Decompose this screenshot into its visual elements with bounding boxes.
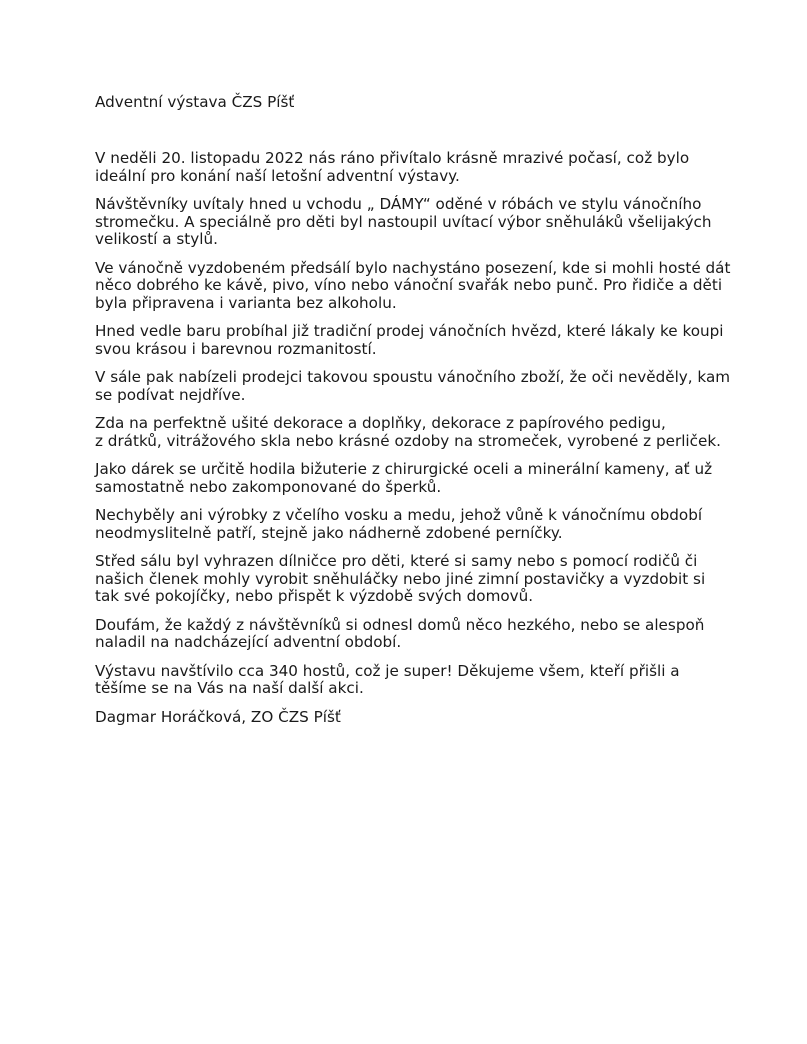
paragraph-1: V neděli 20. listopadu 2022 nás ráno přivítalo krásně mrazivé počasí, což bylo ideální pro konání naší letošní adventní výstavy. <box>95 149 690 185</box>
document-title: Adventní výstava ČZS Píšť <box>95 93 295 111</box>
paragraph-9: Střed sálu byl vyhrazen dílničce pro děti, které si samy nebo s pomocí rodičů či našich členek mohly vyrobit sněhuláčky nebo jiné zimní postavičky a vyzdobit si tak své pokojíčky, nebo přispět k výzdobě svých domovů. <box>95 552 706 605</box>
paragraph-4: Hned vedle baru probíhal již tradiční prodej vánočních hvězd, které lákaly ke koupi svou krásou i barevnou rozmanitostí. <box>95 322 724 358</box>
paragraph-11: Výstavu navštívilo cca 340 hostů, což je super! Děkujeme všem, kteří přišli a těšíme se na Vás na naší další akci. <box>95 661 680 697</box>
paragraph-5: V sále pak nabízeli prodejci takovou spoustu vánočního zboží, že oči nevěděly, kam se podívat nejdříve. <box>95 368 731 404</box>
paragraph-6: Zda na perfektně ušité dekorace a doplňky, dekorace z papírového pedigu, z drátků, vitrážového skla nebo krásné ozdoby na stromeček, vyrobené z perliček. <box>95 414 721 450</box>
signature: Dagmar Horáčková, ZO ČZS Píšť <box>95 707 341 726</box>
paragraph-2: Návštěvníky uvítaly hned u vchodu „ DÁMY“ oděné v róbách ve stylu vánočního stromečku. A speciálně pro děti byl nastoupil uvítací výbor sněhuláků všelijakých velikostí a stylů. <box>95 195 712 248</box>
paragraph-10: Doufám, že každý z návštěvníků si odnesl domů něco hezkého, nebo se alespoň naladil na nadcházející adventní období. <box>95 615 705 651</box>
document-page <box>95 92 735 726</box>
paragraph-7: Jako dárek se určitě hodila bižuterie z chirurgické oceli a minerální kameny, ať už samostatně nebo zakomponované do šperků. <box>95 460 713 496</box>
paragraph-8: Nechyběly ani výrobky z včelího vosku a medu, jehož vůně k vánočnímu období neodmyslitelně patří, stejně jako nádherně zdobené perníčky. <box>95 506 703 542</box>
paragraph-3: Ve vánočně vyzdobeném předsálí bylo nachystáno posezení, kde si mohli hosté dát něco dobrého ke kávě, pivo, víno nebo vánoční svařák nebo punč. Pro řidiče a děti byla připravena i varianta bez alkoholu. <box>95 258 731 312</box>
